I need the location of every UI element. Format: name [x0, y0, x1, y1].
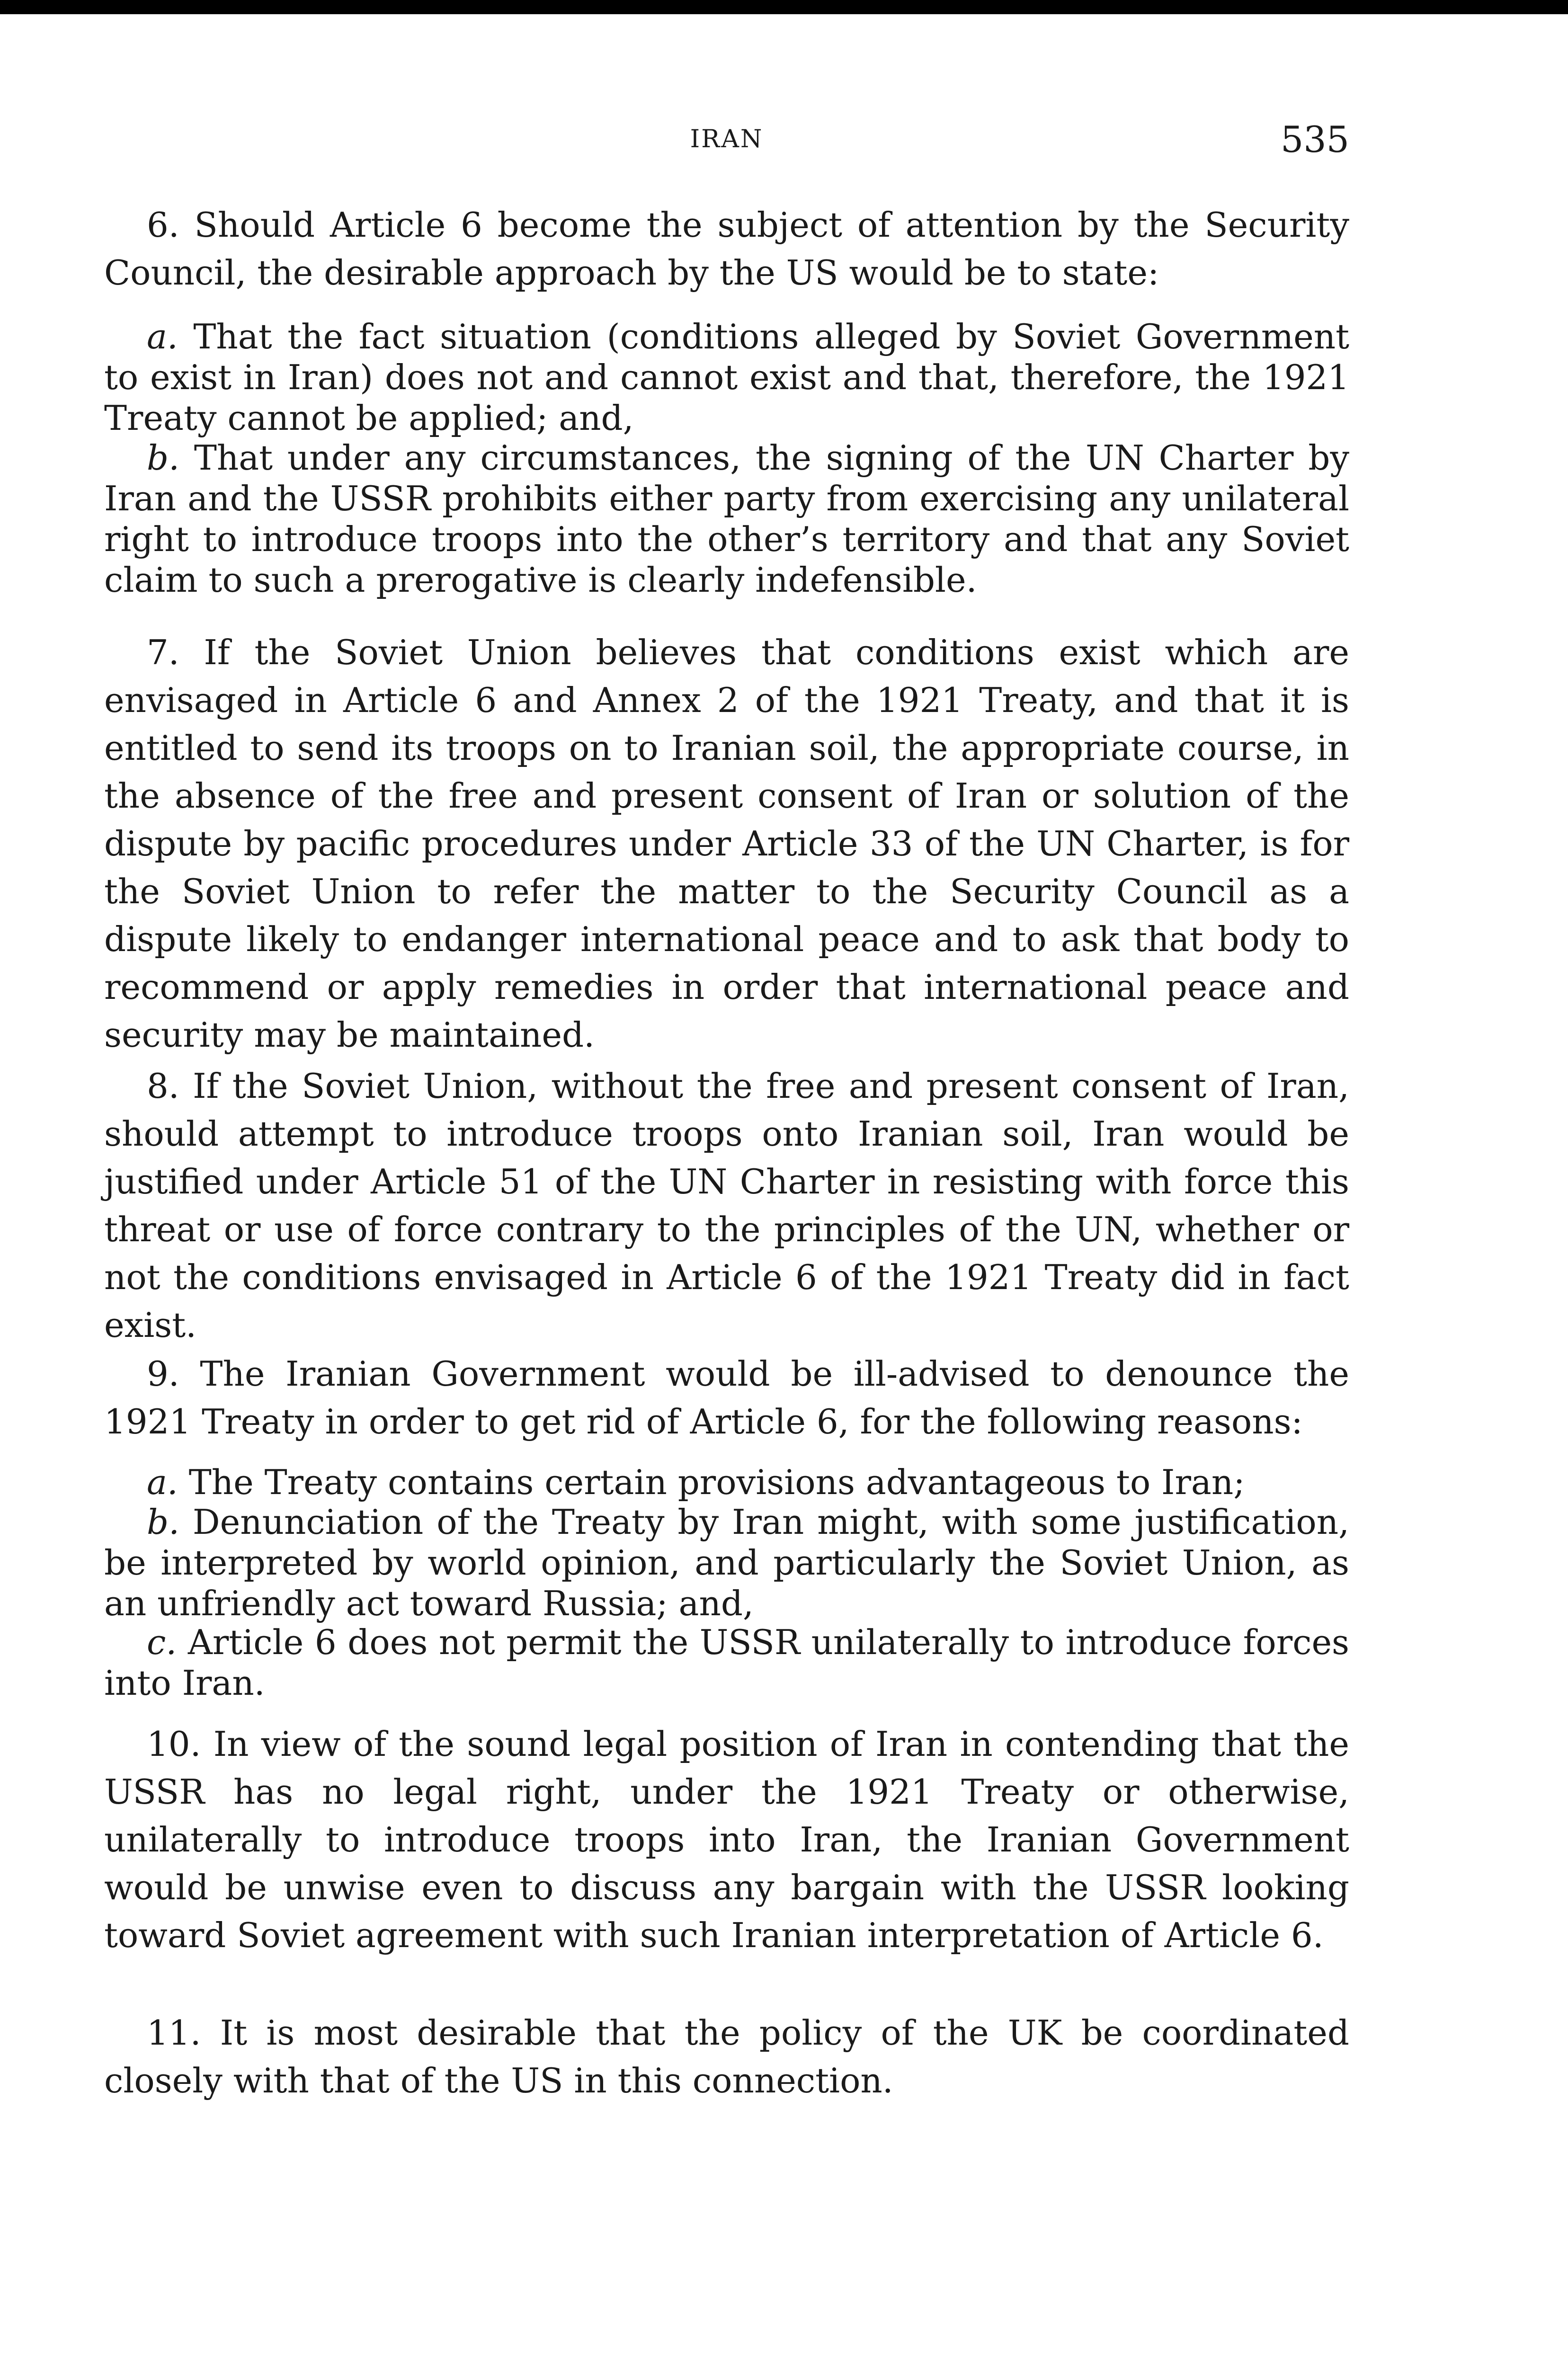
- sub-paragraph-text: Article 6 does not permit the USSR unilaterally to introduce forces into Iran.: [104, 1622, 1349, 1703]
- paragraph-text: If the Soviet Union, without the free and present consent of Iran, should attempt to introduce troops onto Iranian soil, Iran would be justified under Article 51 of the UN Charter in resisting with force this threat or use of force contrary to the principles of the UN, whether or not the conditions envisaged in Article 6 of the 1921 Treaty did in fact exist.: [104, 1066, 1350, 1345]
- sub-paragraph-9b: [104, 1502, 1349, 1624]
- paragraph-11: [104, 2009, 1349, 2105]
- sub-paragraph-text: That the fact situation (conditions alleged by Soviet Government to exist in Iran) does not and cannot exist and that, therefore, the 1921 Treaty cannot be applied; and,: [104, 317, 1350, 438]
- sub-label: c.: [147, 1622, 177, 1662]
- paragraph-number: 9.: [147, 1354, 179, 1394]
- paragraph-number: 10.: [147, 1724, 201, 1764]
- top-border-rule: [0, 0, 1568, 14]
- paragraph-9: [104, 1350, 1349, 1446]
- paragraph-number: 7.: [147, 632, 179, 672]
- paragraph-7: [104, 629, 1349, 1059]
- paragraph-10: [104, 1720, 1349, 1959]
- sub-paragraph-9c: [104, 1622, 1349, 1703]
- sub-paragraph-text: The Treaty contains certain provisions advantageous to Iran;: [188, 1462, 1245, 1502]
- paragraph-6: [104, 201, 1349, 297]
- paragraph-text: The Iranian Government would be ill-advised to denounce the 1921 Treaty in order to get rid of Article 6, for the following reasons:: [104, 1354, 1349, 1442]
- sub-label: a.: [147, 1462, 178, 1502]
- sub-paragraph-6b: [104, 437, 1349, 600]
- paragraph-number: 8.: [147, 1066, 179, 1106]
- sub-paragraph-6a: [104, 316, 1349, 438]
- paragraph-text: If the Soviet Union believes that conditions exist which are envisaged in Article 6 and Annex 2 of the 1921 Treaty, and that it is entitled to send its troops on to Iranian soil, the appropriate course, in the absence of the free and present consent of Iran or solution of the dispute by pacific procedures under Article 33 of the UN Charter, is for the Soviet Union to refer the matter to the Security Council as a dispute likely to endanger international peace and to ask that body to recommend or apply remedies in order that international peace and security may be maintained.: [104, 632, 1349, 1055]
- paragraph-text: Should Article 6 become the subject of attention by the Security Council, the desirable approach by the US would be to state:: [104, 205, 1350, 293]
- sub-label: b.: [147, 438, 179, 478]
- sub-label: a.: [147, 317, 178, 356]
- sub-paragraph-9a: [104, 1462, 1349, 1503]
- paragraph-text: It is most desirable that the policy of the UK be coordinated closely with that of the US in this connection.: [104, 2013, 1349, 2100]
- paragraph-number: 6.: [147, 205, 179, 245]
- running-head: IRAN: [690, 125, 764, 153]
- sub-paragraph-text: That under any circumstances, the signing of the UN Charter by Iran and the USSR prohibits either party from exercising any unilateral right to introduce troops into the other’s territory and that any Soviet claim to such a prerogative is clearly indefensible.: [104, 438, 1349, 600]
- paragraph-number: 11.: [147, 2013, 201, 2053]
- paragraph-8: [104, 1062, 1349, 1349]
- page-header: [104, 118, 1349, 161]
- sub-label: b.: [147, 1502, 179, 1542]
- page-number: 535: [1280, 118, 1349, 160]
- sub-paragraph-text: Denunciation of the Treaty by Iran might, with some justification, be interpreted by world opinion, and particularly the Soviet Union, as an unfriendly act toward Russia; and,: [104, 1502, 1349, 1623]
- paragraph-text: In view of the sound legal position of Iran in contending that the USSR has no legal right, under the 1921 Treaty or otherwise, unilaterally to introduce troops into Iran, the Iranian Government would be unwise even to discuss any bargain with the USSR looking toward Soviet agreement with such Iranian interpretation of Article 6.: [104, 1724, 1349, 1955]
